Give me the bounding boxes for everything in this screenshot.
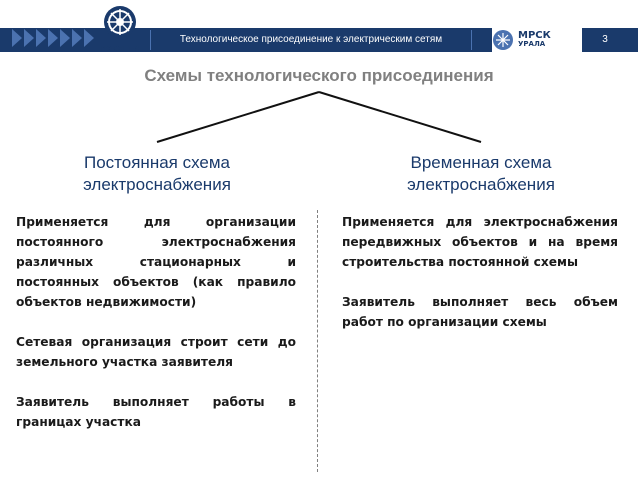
left-paragraph: Заявитель выполняет работы в границах участка [16, 395, 296, 429]
mrsk-brand: МРСК [518, 30, 551, 41]
header-title: Технологическое присоединение к электрическим сетям [150, 30, 472, 50]
left-column-text [16, 212, 296, 432]
left-paragraph: Сетевая организация строит сети до земельного участка заявителя [16, 335, 296, 369]
slide-title: Схемы технологического присоединения [144, 66, 494, 85]
right-paragraph: Заявитель выполняет весь объем работ по организации схемы [342, 295, 618, 329]
right-paragraph: Применяется для электроснабжения передвижных объектов и на время строительства постоянной схемы [342, 215, 618, 269]
branch-connector [0, 0, 638, 150]
right-column-text [342, 212, 618, 332]
left-paragraph: Применяется для организации постоянного электроснабжения различных стационарных и постоянных объектов (как правило объектов недвижимости) [16, 215, 296, 309]
rosseti-logo-text: РОССЕТИ [100, 45, 140, 53]
right-column-heading: Временная схема электроснабжения [407, 153, 555, 194]
mrsk-brand-sub: УРАЛА [518, 40, 546, 48]
page-number: 3 [602, 34, 608, 45]
column-divider [317, 210, 318, 472]
left-column-heading: Постоянная схема электроснабжения [83, 153, 231, 194]
